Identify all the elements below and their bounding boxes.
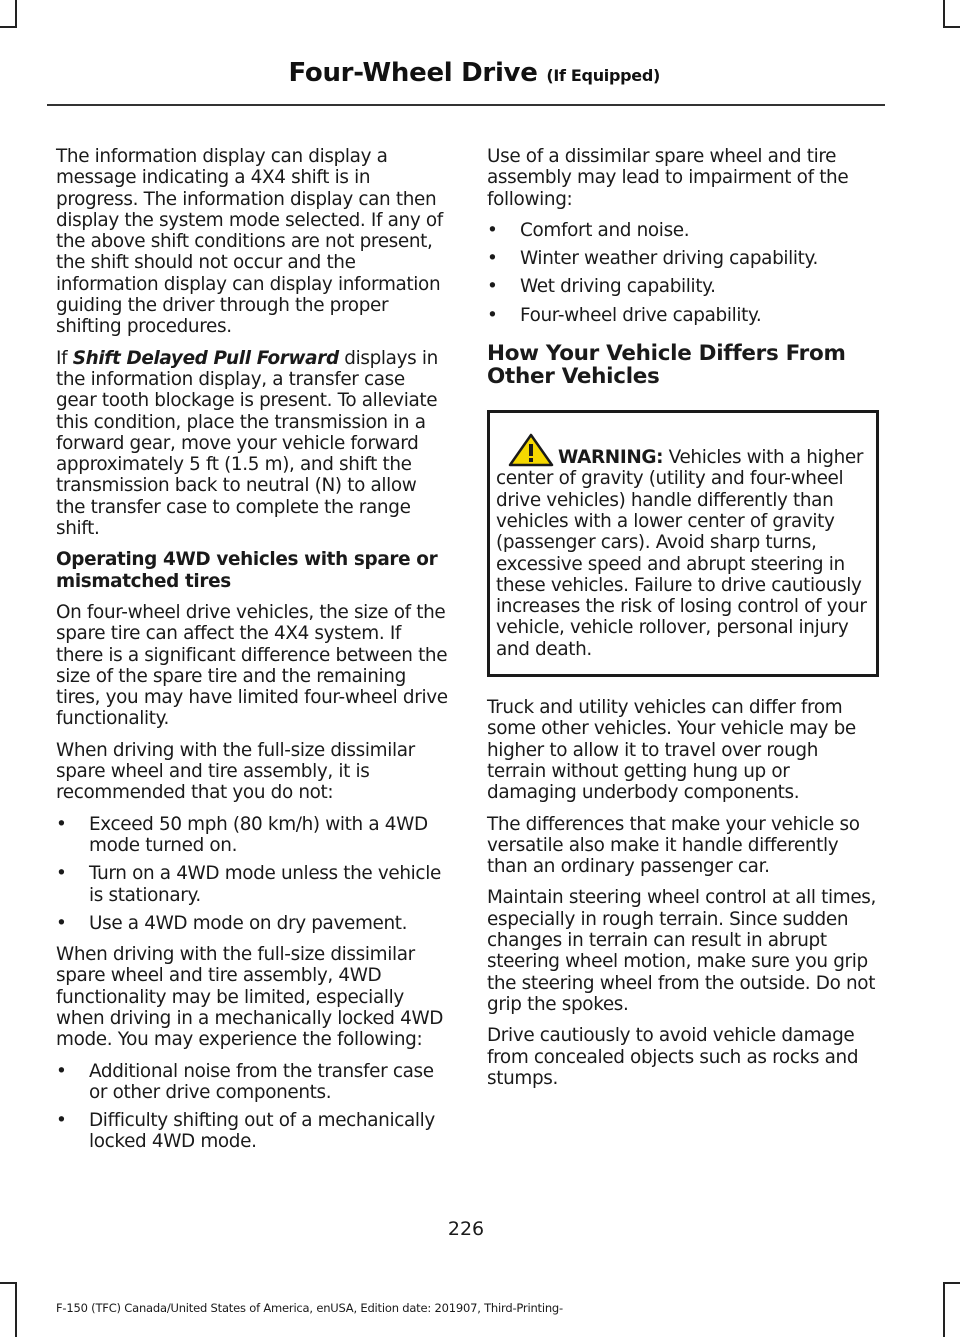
bullet-icon: • xyxy=(487,304,498,326)
list-item xyxy=(487,248,879,269)
subheading-spare-tires: Operating 4WD vehicles with spare or mismatched tires xyxy=(56,549,438,592)
list-item xyxy=(56,1110,448,1153)
text-run: displays in the information display, a transfer case gear tooth blockage is present. To alleviate this condition, place the transmission in a forward gear, move your vehicle forward approximately 5 ft (1.5 m), and shift the transmission back to neutral (N) to allow the transfer case to complete the range shift. xyxy=(56,347,438,540)
message-emphasis: Shift Delayed Pull Forward xyxy=(72,347,339,369)
paragraph: Use of a dissimilar spare wheel and tire assembly may lead to impairment of the following: xyxy=(487,146,849,210)
list-item-text: Additional noise from the transfer case or other drive components. xyxy=(89,1060,434,1103)
bullet-icon: • xyxy=(487,219,498,241)
crop-mark-bottom-right-h xyxy=(943,1282,960,1284)
crop-mark-bottom-right-v xyxy=(943,1282,945,1337)
crop-mark-bottom-left-h xyxy=(0,1282,17,1284)
paragraph-shift-delayed xyxy=(56,348,448,540)
list-item xyxy=(56,1061,448,1104)
bullet-icon: • xyxy=(56,1110,67,1132)
list-item-text: Exceed 50 mph (80 km/h) with a 4WD mode turned on. xyxy=(89,813,428,856)
footer-edition-text: F-150 (TFC) Canada/United States of America, enUSA, Edition date: 201907, Third-Printing- xyxy=(56,1301,563,1315)
text-run: If xyxy=(56,347,73,369)
list-item-text: Use a 4WD mode on dry pavement. xyxy=(89,912,408,934)
warning-box xyxy=(487,410,879,677)
header-divider xyxy=(47,104,885,106)
warning-label: WARNING: xyxy=(558,447,664,469)
list-item-text: Turn on a 4WD mode unless the vehicle is stationary. xyxy=(89,863,441,906)
bullet-list xyxy=(487,220,879,326)
crop-mark-top-left-h xyxy=(0,26,17,28)
list-item xyxy=(56,913,448,934)
paragraph: Drive cautiously to avoid vehicle damage from concealed objects such as rocks and stumps. xyxy=(487,1025,859,1089)
left-column xyxy=(56,146,448,1163)
list-item-text: Comfort and noise. xyxy=(520,219,690,241)
paragraph: When driving with the full-size dissimilar spare wheel and tire assembly, 4WD functionality may be limited, especially when driving in a mechanically locked 4WD mode. You may experience the following: xyxy=(56,944,444,1051)
list-item xyxy=(487,220,879,241)
bullet-list xyxy=(56,1061,448,1153)
warning-text: Vehicles with a higher center of gravity (utility and four-wheel drive vehicles) handle differently than vehicles with a lower center of gravity (passenger cars). Avoid sharp turns, excessive speed and abrupt steering in these vehicles. Failure to drive cautiously increases the risk of losing control of your vehicle, vehicle rollover, personal injury and death. xyxy=(496,447,867,660)
right-column xyxy=(487,146,879,1099)
crop-mark-top-left-v xyxy=(15,0,17,28)
list-item xyxy=(56,863,448,906)
list-item-text: Four-wheel drive capability. xyxy=(520,304,762,326)
bullet-icon: • xyxy=(487,248,498,270)
paragraph: The differences that make your vehicle so versatile also make it handle differently than an ordinary passenger car. xyxy=(487,813,860,878)
bullet-icon: • xyxy=(56,813,67,835)
list-item xyxy=(56,814,448,857)
crop-mark-top-right-v xyxy=(943,0,945,28)
bullet-list xyxy=(56,814,448,934)
bullet-icon: • xyxy=(56,912,67,934)
list-item-text: Difficulty shifting out of a mechanically locked 4WD mode. xyxy=(89,1110,435,1153)
header-title-text: Four-Wheel Drive xyxy=(288,58,538,88)
paragraph: The information display can display a message indicating a 4X4 shift is in progress. The information display can then display the system mode selected. If any of the above shift conditions are not present, the shift should not occur and the information display can display information guiding the driver through the proper shifting procedures. xyxy=(56,146,443,338)
list-item xyxy=(487,276,879,297)
page-number: 226 xyxy=(447,1218,485,1240)
bullet-icon: • xyxy=(56,863,67,885)
bullet-icon: • xyxy=(487,276,498,298)
paragraph: When driving with the full-size dissimilar spare wheel and tire assembly, it is recommended that you do not: xyxy=(56,739,415,804)
paragraph: On four-wheel drive vehicles, the size of the spare tire can affect the 4X4 system. If there is a significant difference between the size of the spare tire and the remaining tires, you may have limited four-wheel drive functionality. xyxy=(56,601,448,730)
list-item-text: Winter weather driving capability. xyxy=(520,248,818,270)
warning-triangle-icon xyxy=(508,433,554,467)
crop-mark-bottom-left-v xyxy=(15,1282,17,1337)
bullet-icon: • xyxy=(56,1060,67,1082)
list-item-text: Wet driving capability. xyxy=(520,276,716,298)
section-heading: How Your Vehicle Differs From Other Vehicles xyxy=(487,341,846,390)
paragraph: Truck and utility vehicles can differ from some other vehicles. Your vehicle may be higher to allow it to travel over rough terrain without getting hung up or damaging underbody components. xyxy=(487,697,856,804)
page-header-title xyxy=(289,58,661,88)
list-item xyxy=(487,305,879,326)
paragraph: Maintain steering wheel control at all times, especially in rough terrain. Since sudden changes in terrain can result in abrupt steering wheel motion, make sure you grip the steering wheel from the outside. Do not grip the spokes. xyxy=(487,887,877,1015)
header-subtitle-text: (If Equipped) xyxy=(546,66,660,85)
crop-mark-top-right-h xyxy=(943,26,960,28)
